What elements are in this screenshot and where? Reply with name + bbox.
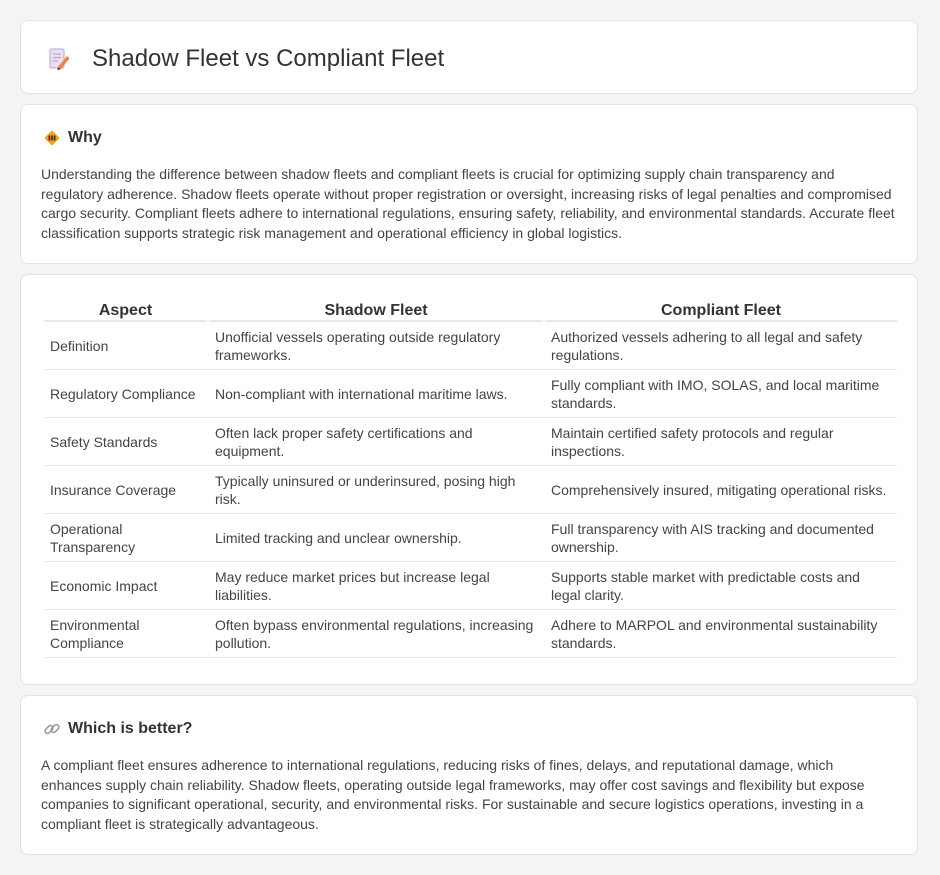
diamond-warning-icon — [43, 129, 61, 147]
header-shadow-fleet: Shadow Fleet — [209, 296, 543, 322]
better-title: Which is better? — [68, 720, 193, 737]
comparison-section — [20, 274, 918, 685]
better-text: A compliant fleet ensures adherence to international regulations, reducing risks of fines, delays, and reputational damage, which enhances supply chain reliability. Shadow fleets, operating outside legal frameworks, may offer cost savings and flexibility but expose companies to significant operational, security, and environmental risks. For sustainable and secure logistics operations, investing in a compliant fleet is strategically advantageous. — [41, 757, 865, 832]
compliant-cell: Adhere to MARPOL and environmental sustainability standards. — [545, 610, 897, 658]
shadow-cell: Typically uninsured or underinsured, posing high risk. — [209, 466, 543, 514]
table-header-row — [44, 296, 897, 322]
shadow-cell: Limited tracking and unclear ownership. — [209, 514, 543, 562]
table-row — [44, 418, 897, 466]
better-heading — [43, 718, 192, 740]
header-compliant-fleet: Compliant Fleet — [545, 296, 897, 322]
table-row — [44, 610, 897, 658]
which-is-better-section — [20, 695, 918, 855]
link-icon — [43, 720, 61, 738]
table-row — [44, 466, 897, 514]
aspect-cell: Safety Standards — [44, 418, 207, 466]
shadow-cell: Often lack proper safety certifications and equipment. — [209, 418, 543, 466]
title-card — [20, 20, 918, 94]
compliant-cell: Supports stable market with predictable costs and legal clarity. — [545, 562, 897, 610]
aspect-cell: Environmental Compliance — [44, 610, 207, 658]
why-section — [20, 104, 918, 264]
shadow-cell: Often bypass environmental regulations, increasing pollution. — [209, 610, 543, 658]
compliant-cell: Fully compliant with IMO, SOLAS, and local maritime standards. — [545, 370, 897, 418]
header-aspect: Aspect — [44, 296, 207, 322]
compliant-cell: Authorized vessels adhering to all legal and safety regulations. — [545, 322, 897, 370]
compliant-cell: Maintain certified safety protocols and regular inspections. — [545, 418, 897, 466]
shadow-cell: May reduce market prices but increase legal liabilities. — [209, 562, 543, 610]
aspect-cell: Regulatory Compliance — [44, 370, 207, 418]
shadow-cell: Unofficial vessels operating outside regulatory frameworks. — [209, 322, 543, 370]
compliant-cell: Full transparency with AIS tracking and documented ownership. — [545, 514, 897, 562]
page-title: Shadow Fleet vs Compliant Fleet — [92, 45, 445, 72]
why-heading — [43, 127, 102, 149]
table-row — [44, 562, 897, 610]
why-text: Understanding the difference between shadow fleets and compliant fleets is crucial for optimizing supply chain transparency and regulatory adherence. Shadow fleets operate without proper registration or oversight, increasing risks of legal penalties and compromised cargo security. Compliant fleets adhere to international regulations, ensuring safety, reliability, and environmental standards. Accurate fleet classification supports strategic risk management and operational efficiency in global logistics. — [41, 166, 895, 241]
aspect-cell: Definition — [44, 322, 207, 370]
document-pencil-icon — [47, 47, 71, 71]
table-row — [44, 370, 897, 418]
compliant-cell: Comprehensively insured, mitigating operational risks. — [545, 466, 897, 514]
shadow-cell: Non-compliant with international maritime laws. — [209, 370, 543, 418]
why-title: Why — [68, 129, 102, 146]
aspect-cell: Insurance Coverage — [44, 466, 207, 514]
table-row — [44, 514, 897, 562]
aspect-cell: Economic Impact — [44, 562, 207, 610]
comparison-table — [42, 296, 899, 658]
table-row — [44, 322, 897, 370]
aspect-cell: Operational Transparency — [44, 514, 207, 562]
